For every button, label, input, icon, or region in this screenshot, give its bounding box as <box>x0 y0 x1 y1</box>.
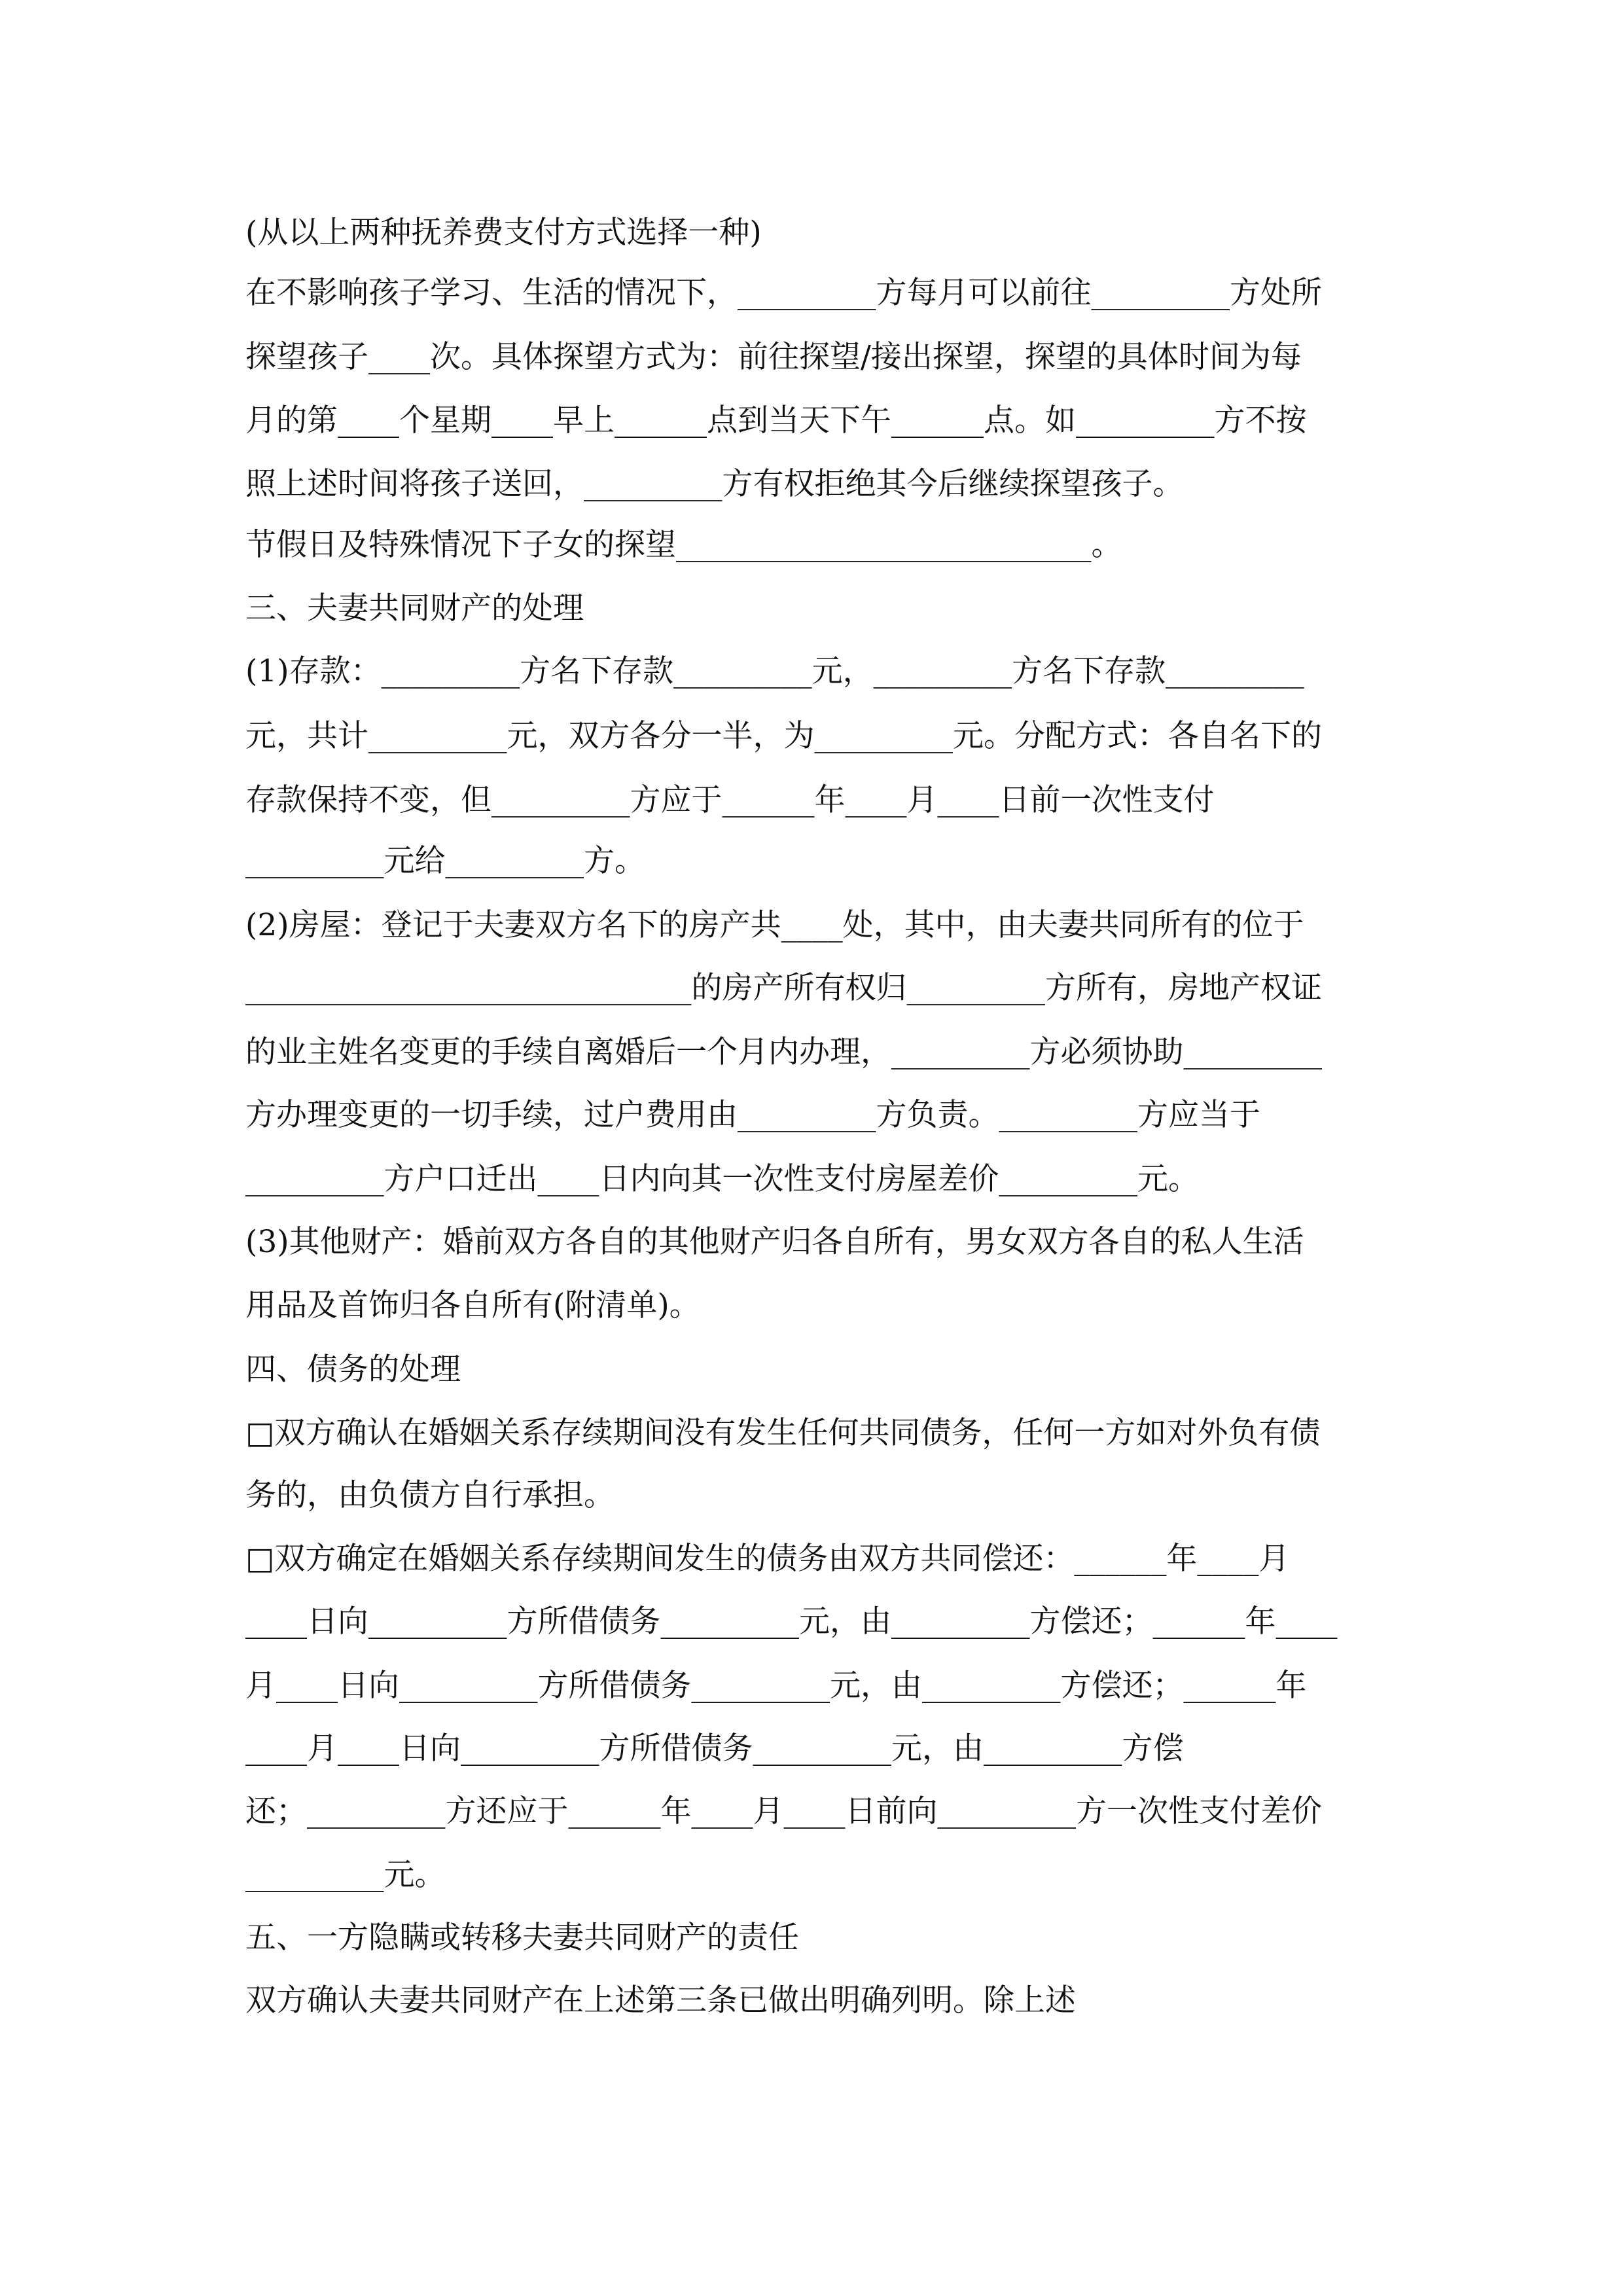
text-line: 月____日向_________方所借债务_________元，由_________方偿还；______年 <box>245 1668 1307 1704</box>
text-line: 节假日及特殊情况下子女的探望___________________________。 <box>245 527 1122 563</box>
section-heading: 三、夫妻共同财产的处理 <box>245 590 584 626</box>
text-line: 双方确认夫妻共同财产在上述第三条已做出明确列明。除上述 <box>245 1982 1076 2018</box>
text-line: ____月____日向_________方所借债务_________元，由_________方偿 <box>245 1731 1184 1767</box>
section-heading: 五、一方隐瞒或转移夫妻共同财产的责任 <box>245 1920 799 1956</box>
text-line: 探望孩子____次。具体探望方式为：前往探望/接出探望，探望的具体时间为每 <box>245 339 1302 375</box>
text-line: □双方确认在婚姻关系存续期间没有发生任何共同债务，任何一方如对外负有债 <box>245 1415 1321 1451</box>
section-heading: 四、债务的处理 <box>245 1352 461 1388</box>
text-line: _________方户口迁出____日内向其一次性支付房屋差价_________元。 <box>245 1161 1199 1197</box>
text-line: (1)存款：_________方名下存款_________元，_________方名下存款_________ <box>245 653 1304 689</box>
text-line: _____________________________的房产所有权归_________方所有，房地产权证 <box>245 970 1322 1006</box>
text-line: ____日向_________方所借债务_________元，由_________方偿还；______年____ <box>245 1604 1338 1640</box>
text-line: (3)其他财产：婚前双方各自的其他财产归各自所有，男女双方各自的私人生活 <box>245 1224 1304 1260</box>
text-line: _________元。 <box>245 1857 446 1893</box>
text-line: 在不影响孩子学习、生活的情况下，_________方每月可以前往_________方处所 <box>245 275 1322 311</box>
text-line: 还；_________方还应于______年____月____日前向_________方一次性支付差价 <box>245 1793 1322 1829</box>
text-line: 月的第____个星期____早上______点到当天下午______点。如_________方不按 <box>245 403 1307 439</box>
text-line: 方办理变更的一切手续，过户费用由_________方负责。_________方应当于 <box>245 1097 1260 1133</box>
text-line: _________元给_________方。 <box>245 843 645 879</box>
text-line: 的业主姓名变更的手续自离婚后一个月内办理，_________方必须协助_________ <box>245 1034 1322 1070</box>
text-line: □双方确定在婚姻关系存续期间发生的债务由双方共同偿还：______年____月 <box>245 1541 1290 1577</box>
text-line: 元，共计_________元，双方各分一半，为_________元。分配方式：各自名下的 <box>245 718 1322 754</box>
text-line: 存款保持不变，但_________方应于______年____月____日前一次性支付 <box>245 782 1215 818</box>
text-line: 务的，由负债方自行承担。 <box>245 1477 615 1513</box>
text-line: (从以上两种抚养费支付方式选择一种) <box>245 215 762 251</box>
text-line: (2)房屋：登记于夫妻双方名下的房产共____处，其中，由夫妻共同所有的位于 <box>245 907 1304 943</box>
text-line: 用品及首饰归各自所有(附清单)。 <box>245 1287 700 1323</box>
text-line: 照上述时间将孩子送回，_________方有权拒绝其今后继续探望孩子。 <box>245 466 1184 502</box>
